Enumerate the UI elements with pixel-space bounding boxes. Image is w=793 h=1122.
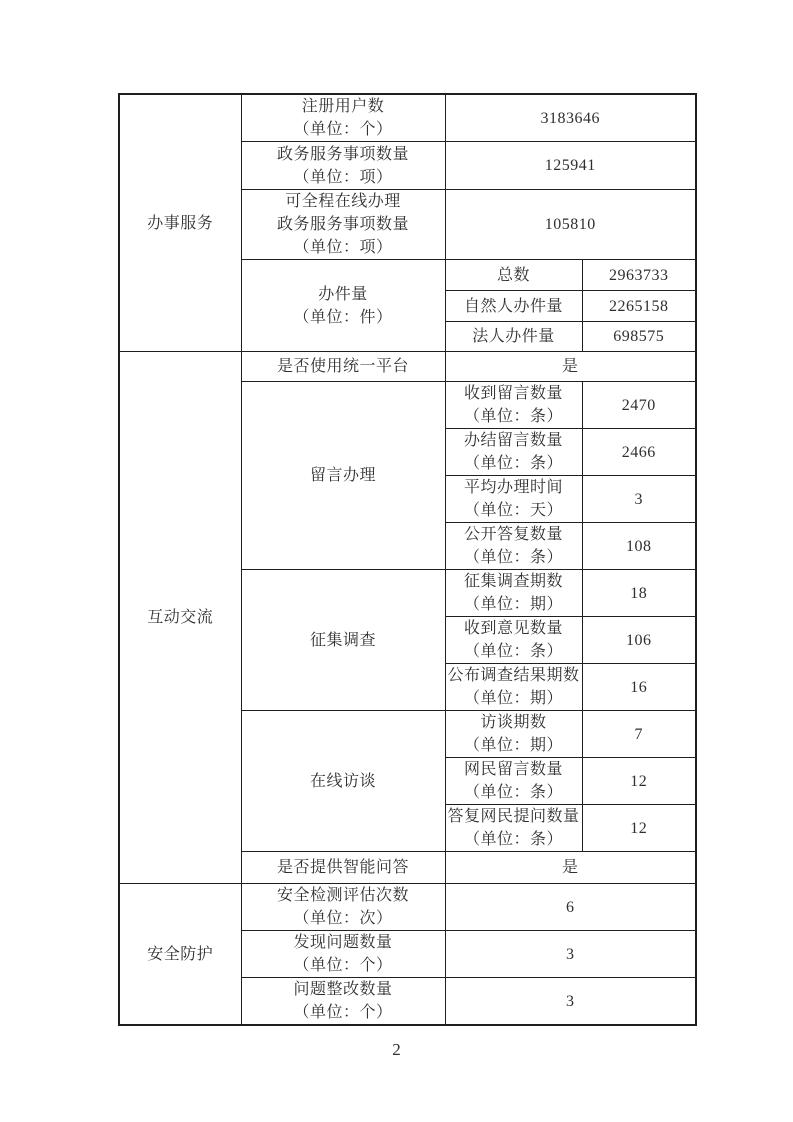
submetric-unit: （单位：期） [463,737,563,754]
submetric-cell [445,260,582,291]
submetric-label: 收到留言数量 [463,385,563,402]
submetric-unit: （单位：条） [463,455,563,472]
report-table [118,93,697,1026]
metric-group-cell [241,260,445,352]
submetric-label: 征集调查期数 [463,573,563,590]
submetric-label: 办结留言数量 [463,432,563,449]
submetric-cell [445,711,582,758]
category-cell [119,94,241,352]
submetric-cell [445,805,582,852]
metric-cell [241,142,445,190]
submetric-unit: （单位：条） [463,549,563,566]
category-cell [119,352,241,884]
metric-cell [241,190,445,260]
metric-cell [241,884,445,931]
submetric-unit: （单位：天） [463,502,563,519]
value-cell: 18 [582,570,696,617]
value-cell: 12 [582,805,696,852]
table-row [119,352,696,382]
metric-group-cell [241,711,445,852]
value-cell: 是 [445,852,696,884]
submetric-cell [445,523,582,570]
metric-unit: （单位：个） [293,121,393,138]
submetric-unit: （单位：条） [463,643,563,660]
metric-cell [241,94,445,142]
metric-label: 在线访谈 [309,772,376,790]
metric-label: 问题整改数量 [293,981,393,998]
submetric-label: 收到意见数量 [463,620,563,637]
value-cell: 3 [445,931,696,978]
submetric-cell [445,291,582,322]
metric-label: 发现问题数量 [293,934,393,951]
value-cell: 3 [582,476,696,523]
metric-label: 可全程在线办理 [285,193,401,210]
submetric-label: 网民留言数量 [463,761,563,778]
table-row [119,884,696,931]
metric-label: 是否提供智能问答 [276,859,409,876]
metric-unit: （单位：项） [293,239,393,256]
value-cell: 2470 [582,382,696,429]
submetric-label: 答复网民提问数量 [447,808,580,825]
metric-label: 征集调查 [309,631,376,649]
metric-label: 办件量 [318,285,368,303]
metric-unit: （单位：个） [293,957,393,974]
metric-label-line2: 政务服务事项数量 [276,216,409,233]
value-cell: 2466 [582,429,696,476]
value-cell: 16 [582,664,696,711]
table-row [119,94,696,142]
submetric-cell [445,617,582,664]
value-cell: 2963733 [582,260,696,291]
submetric-unit: （单位：条） [463,408,563,425]
metric-label: 安全检测评估次数 [276,887,409,904]
submetric-cell [445,322,582,352]
submetric-label: 公开答复数量 [463,526,563,543]
submetric-label: 公布调查结果期数 [447,667,580,684]
metric-unit: （单位：项） [293,168,393,186]
submetric-label: 平均办理时间 [463,479,563,496]
metric-unit: （单位：个） [293,1004,393,1021]
submetric-cell [445,429,582,476]
value-cell: 6 [445,884,696,931]
category-label: 互动交流 [147,609,214,626]
value-cell: 698575 [582,322,696,352]
page-number: 2 [392,1040,401,1059]
category-label: 办事服务 [147,214,214,232]
value-cell: 是 [445,352,696,382]
metric-group-cell [241,570,445,711]
submetric-unit: （单位：条） [463,784,563,801]
metric-cell [241,852,445,884]
metric-cell [241,352,445,382]
submetric-unit: （单位：期） [463,596,563,613]
value-cell: 3 [445,978,696,1026]
value-cell: 7 [582,711,696,758]
metric-unit: （单位：件） [293,308,393,326]
metric-cell [241,931,445,978]
submetric-label: 总数 [496,266,530,284]
value-cell: 2265158 [582,291,696,322]
submetric-unit: （单位：条） [463,831,563,848]
submetric-cell [445,382,582,429]
submetric-cell [445,758,582,805]
metric-label: 留言办理 [309,467,376,484]
submetric-cell [445,664,582,711]
submetric-label: 自然人办件量 [463,297,563,315]
submetric-unit: （单位：期） [463,690,563,707]
category-label: 安全防护 [147,945,214,963]
category-cell [119,884,241,1026]
submetric-label: 法人办件量 [472,328,555,345]
metric-label: 政务服务事项数量 [276,145,409,163]
metric-unit: （单位：次） [293,910,393,927]
value-cell: 3183646 [445,94,696,142]
value-cell: 125941 [445,142,696,190]
metric-group-cell [241,382,445,570]
submetric-cell [445,476,582,523]
value-cell: 12 [582,758,696,805]
submetric-label: 访谈期数 [480,714,547,731]
metric-label: 注册用户数 [301,98,385,115]
value-cell: 106 [582,617,696,664]
metric-cell [241,978,445,1026]
submetric-cell [445,570,582,617]
value-cell: 108 [582,523,696,570]
metric-label: 是否使用统一平台 [276,358,409,375]
value-cell: 105810 [445,190,696,260]
